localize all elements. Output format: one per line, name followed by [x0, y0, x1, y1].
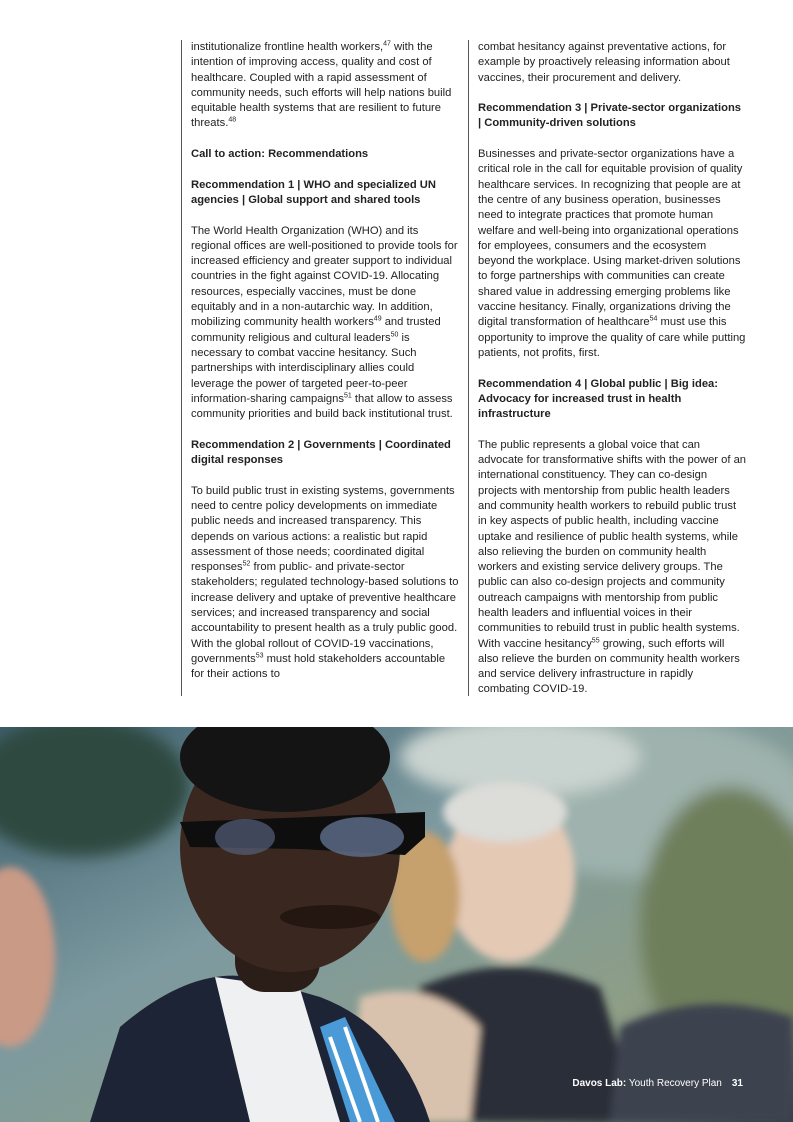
recommendation-1-body: The World Health Organization (WHO) and its regional offices are well-positioned to provide tools for increased efficiency and greater support to individual countries in the fight against COVID-19. Allocating resources, especially vaccines, must be done equitably and in a non-autarchic way. In addition, mobilizing community health workers$^{49}$ and trusted community religious and cultural leaders$^{50}$ is necessary to combat vaccine hesitancy. Such partnerships with interdisciplinary allies could leverage the power of targeted peer-to-peer information-sharing campaigns$^{51}$ that allow to assess community priorities and build back institutional trust. — [191, 224, 458, 421]
footnote-ref[interactable]: 51 — [343, 392, 352, 400]
footnote-ref[interactable]: 55 — [591, 636, 600, 644]
intro-paragraph: institutionalize frontline health workers,$^{47}$ with the intention of improving access, quality and cost of healthcare. Coupled with a rapid assessment of community needs, such efforts will help nations build equitable health systems that are resilient to future threats.$^{48}$ — [191, 40, 452, 130]
photo-illustration — [0, 727, 793, 1122]
recommendation-2-heading: Recommendation 2 | Governments | Coordinated digital responses — [191, 438, 451, 467]
right-column — [468, 40, 746, 696]
footnote-ref[interactable]: 47 — [383, 40, 391, 48]
footer-title: Youth Recovery Plan — [626, 1078, 722, 1089]
recommendation-4-heading: Recommendation 4 | Global public | Big idea: Advocacy for increased trust in health infrastructure — [478, 377, 718, 421]
recommendation-2-body: To build public trust in existing systems, governments need to centre policy developments on immediate public needs and increased transparency. This depends on various actions: a realistic but rapid assessment of those needs; coordinated digital responses$^{52}$ from public- and private-sector stakeholders; regulated technology-based solutions to increase delivery and uptake of preventive healthcare services; and increased transparency and social accountability to present health as a truly public good. With the global rollout of COVID-19 vaccinations, governments$^{53}$ must hold stakeholders accountable for their actions to — [191, 484, 459, 681]
recommendation-3-heading: Recommendation 3 | Private-sector organizations | Community-driven solutions — [478, 102, 741, 130]
page-footer — [572, 1078, 743, 1089]
footnote-ref[interactable]: 48 — [228, 116, 237, 124]
recommendation-1-heading: Recommendation 1 | WHO and specialized UN agencies | Global support and shared tools — [191, 178, 436, 206]
recommendation-3-body: Businesses and private-sector organizations have a critical role in the call for equitable provision of quality healthcare services. In recognizing that people are at the centre of any business operation, businesses need to integrate practices that promote human welfare and well-being into organizational operations for employees, consumers and the ecosystem beyond the workplace. Using market-driven solutions to forge partnerships with communities can create shared value in addressing emerging problems like vaccine hesitancy. Finally, organizations driving the digital transformation of healthcare$^{54}$ must use this opportunity to improve the quality of care while putting patients, not profits, first. — [478, 148, 746, 359]
conference-photo — [0, 727, 793, 1122]
footer-brand: Davos Lab: — [572, 1078, 627, 1089]
continuation-paragraph: combat hesitancy against preventative actions, for example by proactively releasing information about vaccines, their procurement and delivery. — [478, 41, 730, 84]
footnote-ref[interactable]: 50 — [390, 330, 399, 338]
call-to-action-heading: Call to action: Recommendations — [191, 148, 369, 161]
footnote-ref[interactable]: 53 — [255, 652, 264, 660]
footnote-ref[interactable]: 54 — [649, 315, 658, 323]
left-column — [181, 40, 459, 696]
page-number: 31 — [731, 1078, 743, 1089]
footnote-ref[interactable]: 49 — [373, 315, 382, 323]
recommendation-4-body: The public represents a global voice that can advocate for transformative shifts with the power of an international constituency. They can co-design projects with mentorship from public health leaders and community health workers to rebuild public trust in key aspects of public health, including vaccine uptake and resilience of public health systems, while also relieving the burden on community health workers and existing service delivery groups. The public can also co-design projects and community outreach campaigns with mentorship from public health leaders and influential voices in their communities to rebuild trust in public health systems. With vaccine hesitancy$^{55}$ growing, such efforts will also relieve the burden on community health workers and service delivery infrastructure in rapidly combating COVID-19. — [478, 438, 747, 696]
footnote-ref[interactable]: 52 — [242, 560, 251, 568]
